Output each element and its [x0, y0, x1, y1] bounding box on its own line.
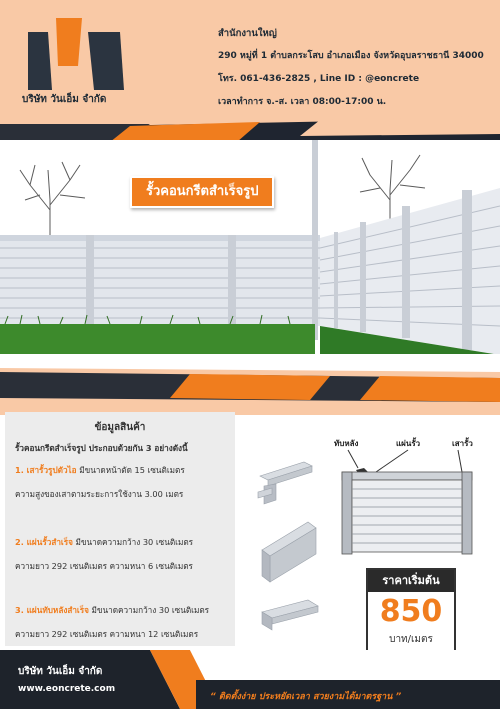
price-box: [366, 568, 456, 654]
company-name: บริษัท วันเอ็ม จำกัด: [22, 94, 107, 105]
i-beam-post-image: [254, 460, 316, 506]
item-2-line2: ความยาว 292 เซนติเมตร ความหนา 6 เซนติเมตร: [15, 561, 193, 571]
item-3-line2: ความยาว 292 เซนติเมตร ความหนา 12 เซนติเมตร: [15, 629, 199, 639]
footer-website-link[interactable]: www.eoncrete.com: [18, 684, 116, 694]
info-intro: รั้วคอนกรีตสำเร็จรูป ประกอบด้วยกัน 3 อย่างดังนี้: [15, 443, 188, 453]
footer-slogan: “ ติดตั้งง่าย ประหยัดเวลา สวยงามได้มาตรฐาน ”: [210, 692, 402, 702]
fence-assembly-diagram: [330, 448, 480, 558]
item-2-desc: มีขนาดความกว้าง 30 เซนติเมตร: [72, 537, 194, 547]
diagram-label-coping: ทับหลัง: [334, 439, 359, 448]
address-text: 290 หมู่ที่ 1 ตำบลกระโสบ อำเภอเมือง จังหวัดอุบลราชธานี 34000: [218, 51, 484, 61]
item-2-title: 2. แผ่นรั้วสำเร็จ: [15, 537, 73, 547]
item-1-desc: มีขนาดหน้าตัด 15 เซนติเมตร: [76, 465, 185, 475]
item-3-desc: มีขนาดความกว้าง 30 เซนติเมตร: [88, 605, 210, 615]
coping-panel-image: [258, 598, 320, 632]
price-heading: ราคาเริ่มต้น: [368, 570, 454, 592]
item-3-title: 3. แผ่นทับหลังสำเร็จ: [15, 605, 89, 615]
fence-panel-image: [258, 520, 320, 584]
info-heading: ข้อมูลสินค้า: [94, 422, 146, 433]
company-logo: [28, 18, 124, 90]
item-2-line1: [15, 536, 193, 549]
price-value: 850: [379, 594, 443, 629]
product-info-panel: [5, 412, 235, 646]
product-title-tag: รั้วคอนกรีตสำเร็จรูป: [130, 176, 274, 208]
footer-company-name: บริษัท วันเอ็ม จำกัด: [18, 666, 103, 677]
business-hours-text: เวลาทำการ จ.-ส. เวลา 08:00-17:00 น.: [218, 97, 387, 107]
item-1-line1: [15, 464, 185, 477]
diagram-label-post: เสารั้ว: [452, 439, 473, 448]
item-3-line1: [15, 604, 209, 617]
price-unit: บาท/เมตร: [389, 634, 433, 645]
phone-line-text: โทร. 061-436-2825 , Line ID : @eoncrete: [218, 74, 420, 84]
diagram-label-panel: แผ่นรั้ว: [396, 439, 421, 448]
office-label: สำนักงานใหญ่: [218, 28, 277, 39]
item-1-title: 1. เสารั้วรูปตัวไอ: [15, 465, 77, 475]
item-1-line2: ความสูงของเสาตามระยะการใช้งาน 3.00 เมตร: [15, 489, 184, 499]
